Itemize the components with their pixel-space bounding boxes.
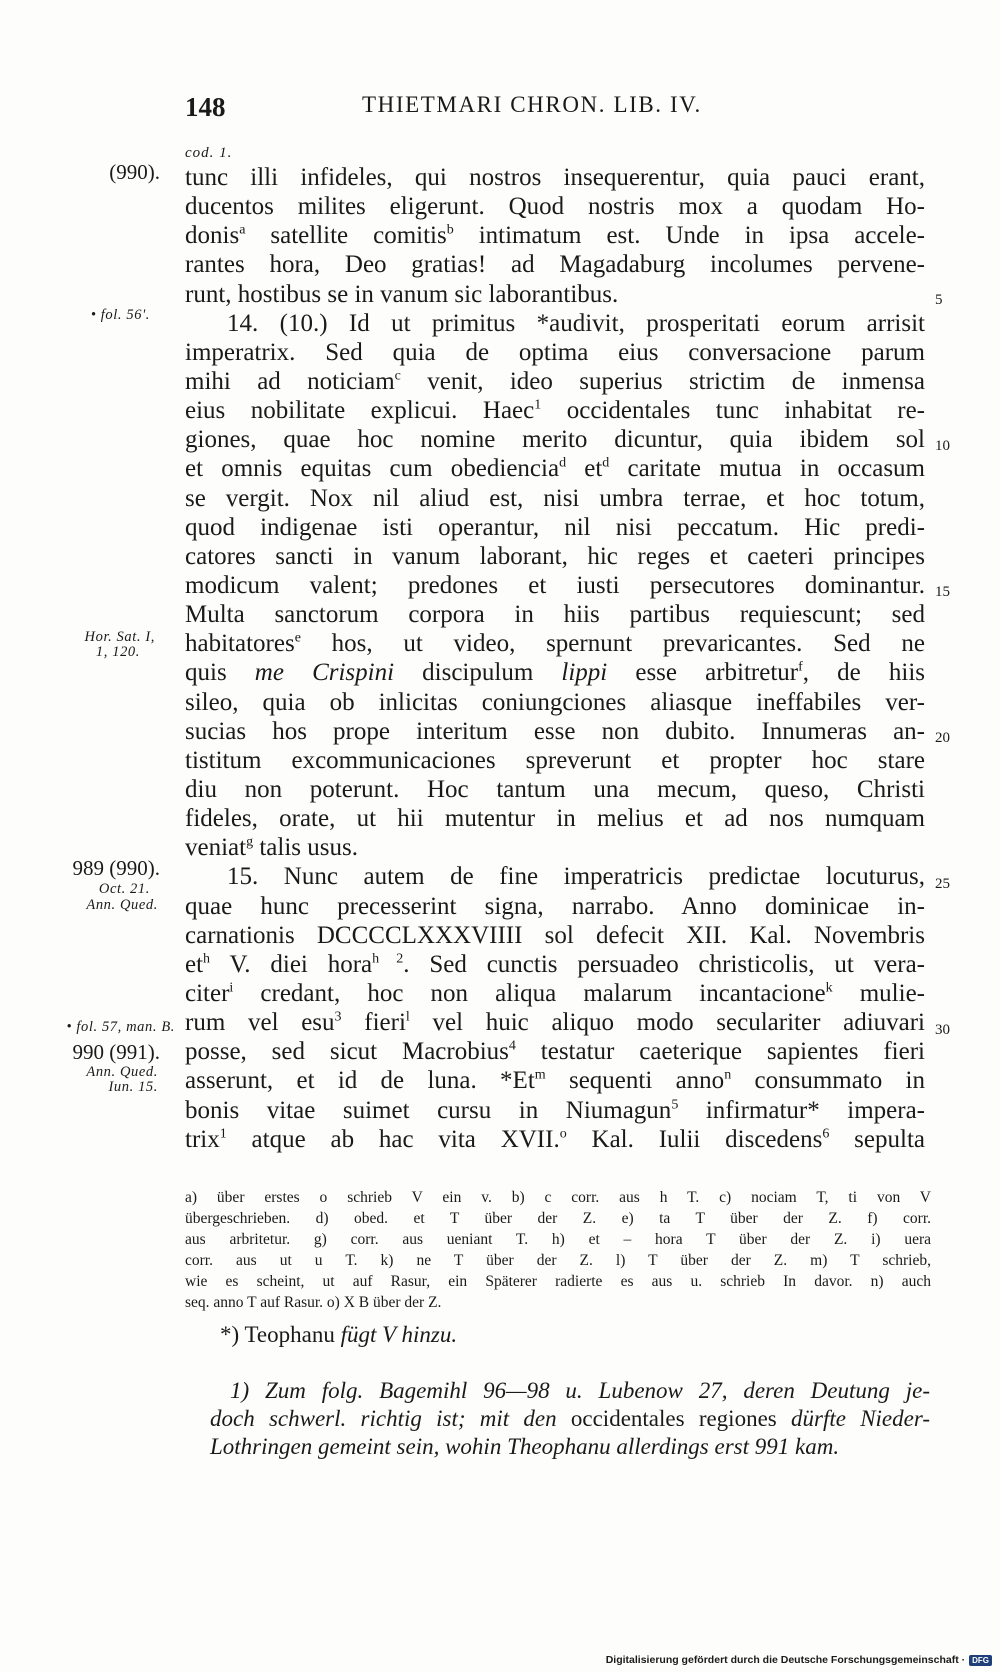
margin-year-990: (990). xyxy=(109,160,160,184)
star-note: *) Teophanu fügt V hinzu. xyxy=(220,1322,458,1347)
cod-note: cod. 1. xyxy=(185,145,233,161)
critical-apparatus xyxy=(185,1187,931,1313)
text-line: bonis vitae suimet cursu in Niumagun$^5$ infirmatur* impera- xyxy=(185,1096,926,1124)
footnote-line: aus arbritetur. g) corr. aus ueniant T. h) et – hora T über der Z. i) uera xyxy=(185,1231,931,1248)
text-line: carnationis DCCCCLXXXVIIII sol defecit XII. Kal. Novembris xyxy=(185,921,925,949)
margin-horace-ref-2: 1, 120. xyxy=(95,644,140,660)
text-line: catores sancti in vanum laborant, hic reges et caeteri principes xyxy=(185,542,925,570)
chapter-14-start: 14. (10.) Id ut primitus *audivit, prosperitati eorum arrisit xyxy=(227,309,925,337)
text-line: imperatrix. Sed quia de optima eius conversacione parum xyxy=(185,338,925,366)
footnote-line: übergeschrieben. d) obed. et T über der Z. e) ta T über der Z. f) corr. xyxy=(185,1210,931,1227)
text-line: rum vel esu$^3$ fieri$^l$ vel huic aliquo modo seculariter adiuvari xyxy=(185,1009,926,1037)
text-line: veniat$^g$ talis usus. xyxy=(185,834,358,862)
digitization-credit xyxy=(606,1654,992,1666)
line-number-10: 10 xyxy=(935,438,950,454)
main-text xyxy=(185,163,925,1154)
text-line: ducentos milites eligerunt. Quod nostris mox a quodam Ho- xyxy=(185,193,925,221)
text-line: giones, quae hoc nomine merito dicuntur, quia ibidem sol xyxy=(185,426,925,454)
dfg-logo: DFG xyxy=(969,1655,992,1666)
text-line: sucias hos prope interitum esse non dubito. Innumeras an- xyxy=(185,717,925,745)
line-number-25: 25 xyxy=(935,876,950,892)
text-line: citer$^i$ credant, hoc non aliqua malarum incantacione$^k$ mulie- xyxy=(185,979,925,1007)
text-line: habitatores$^e$ hos, ut video, spernunt prevaricantes. Sed ne xyxy=(185,630,925,658)
note-line: 1) Zum folg. Bagemihl 96—98 u. Lubenow 27, deren Deutung je- xyxy=(230,1378,930,1403)
margin-date-oct: Oct. 21. xyxy=(98,881,150,897)
commentary-note xyxy=(210,1377,930,1461)
text-line: posse, sed sicut Macrobius$^4$ testatur caeterique sapientes fieri xyxy=(185,1038,925,1066)
page-number: 148 xyxy=(185,92,226,122)
text-line: fideles, orate, ut hii mutentur in melius et ad nos numquam xyxy=(185,805,925,833)
running-title: THIETMARI CHRON. LIB. IV. xyxy=(362,92,702,117)
text-line: rantes hora, Deo gratias! ad Magadaburg incolumes pervene- xyxy=(185,251,925,279)
chapter-15-start: 15. Nunc autem de fine imperatricis predictae locuturus, xyxy=(227,863,925,891)
margin-folio-57: • fol. 57, man. B. xyxy=(66,1019,175,1035)
text-line: quae hunc precesserint signa, narrabo. Anno dominicae in- xyxy=(185,892,925,920)
text-line: diu non poterunt. Hoc tantum una mecum, queso, Christi xyxy=(185,775,925,803)
text-line: tistitum excommunicaciones spreverunt et propter hoc stare xyxy=(185,746,925,774)
text-line: mihi ad noticiam$^c$ venit, ideo superius strictim de inmensa xyxy=(185,367,925,395)
text-line: et omnis equitas cum obediencia$^d$ $et^d$ caritate mutua in occasum xyxy=(185,455,925,483)
line-number-5: 5 xyxy=(935,292,943,308)
text-line: quis me Crispini discipulum lippi esse arbitretur$^f$, de hiis xyxy=(185,659,925,687)
text-line: runt, hostibus se in vanum sic laborantibus. xyxy=(185,280,619,308)
margin-ann-qued: Ann. Qued. xyxy=(86,897,158,913)
line-number-20: 20 xyxy=(935,730,950,746)
text-line: tunc illi infideles, qui nostros insequerentur, quia pauci erant, xyxy=(185,164,925,191)
text-line: sileo, quia ob inlicitas coniungciones aliasque ineffabiles ver- xyxy=(185,688,925,716)
footnote-line: seq. anno T auf Rasur. o) X B über der Z. xyxy=(185,1294,442,1311)
margin-year-989: 989 (990). xyxy=(72,856,160,880)
footnote-line: wie es scheint, ut auf Rasur, ein Späterer radierte es aus u. schrieb In davor. n) auch xyxy=(185,1273,931,1290)
text-line: $et^h$ V. diei hora$^{h 2}$. Sed cunctis persuadeo christicolis, ut vera- xyxy=(185,950,925,978)
text-line: modicum valent; predones et iusti persecutores dominantur. xyxy=(185,571,925,599)
text-line: Multa sanctorum corpora in hiis partibus requiescunt; sed xyxy=(185,601,925,629)
text-line: trix$^1$ atque ab hac vita XVII.$^o$ Kal. Iulii discedens$^6$ sepulta xyxy=(185,1125,925,1153)
margin-ann-qued-2: Ann. Qued. xyxy=(86,1064,158,1080)
note-line: Lothringen gemeint sein, wohin Theophanu allerdings erst 991 kam. xyxy=(210,1434,840,1459)
margin-year-990-991: 990 (991). xyxy=(72,1040,160,1064)
footnote-line: a) über erstes o schrieb V ein v. b) c corr. aus h T. c) nociam T, ti von V xyxy=(185,1189,931,1206)
line-number-15: 15 xyxy=(935,584,950,600)
margin-date-iun: Iun. 15. xyxy=(108,1079,158,1095)
text-line: asserunt, et id de luna. *Et$^m$ sequenti anno$^n$ consummato in xyxy=(185,1067,925,1095)
line-number-30: 30 xyxy=(935,1022,950,1038)
digitization-text: Digitalisierung gefördert durch die Deutsche Forschungsgemeinschaft · xyxy=(605,1654,966,1666)
margin-horace-ref: Hor. Sat. I, xyxy=(84,629,155,645)
margin-folio-56: • fol. 56'. xyxy=(90,307,150,323)
text-line: se vergit. Nox nil aliud est, nisi umbra terrae, et hoc totum, xyxy=(185,484,925,512)
page-header xyxy=(0,92,1000,126)
footnote-line: corr. aus ut u T. k) ne T über der Z. l) T über der Z. m) T schrieb, xyxy=(185,1252,931,1269)
note-line: doch schwerl. richtig ist; mit den occidentales regiones dürfte Nieder- xyxy=(210,1406,930,1431)
text-line: quod indigenae isti operantur, nil nisi peccatum. Hic predi- xyxy=(185,513,925,541)
text-line: eius nobilitate explicui. Haec$^1$ occidentales tunc inhabitat re- xyxy=(185,397,925,425)
text-line: donis$^a$ satellite comitis$^b$ intimatum est. Unde in ipsa accele- xyxy=(185,222,925,250)
